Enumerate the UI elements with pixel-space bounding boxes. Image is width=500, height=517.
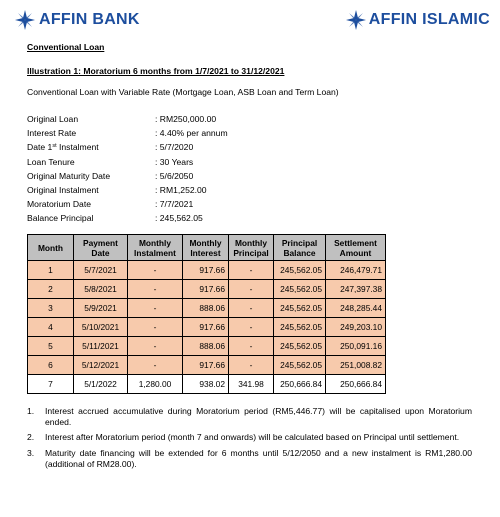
table-cell: 248,285.44	[326, 299, 386, 318]
table-cell: -	[229, 337, 274, 356]
loan-info-row	[27, 183, 228, 197]
loan-info-value: : RM1,252.00	[155, 184, 207, 195]
loan-info-row	[27, 126, 228, 140]
table-cell: 2	[28, 280, 74, 299]
table-cell: 5/11/2021	[74, 337, 128, 356]
table-cell: 245,562.05	[274, 337, 326, 356]
column-header: Monthly Interest	[183, 235, 229, 261]
column-header: Principal Balance	[274, 235, 326, 261]
table-cell: 245,562.05	[274, 261, 326, 280]
table-cell: 245,562.05	[274, 356, 326, 375]
table-cell: 6	[28, 356, 74, 375]
table-cell: 4	[28, 318, 74, 337]
note-item	[27, 432, 472, 443]
note-number: 3.	[27, 447, 35, 458]
loan-info-label: Moratorium Date	[27, 199, 91, 210]
table-cell: -	[128, 299, 183, 318]
loan-info-label: Balance Principal	[27, 213, 94, 224]
loan-info-label: Original Loan	[27, 114, 79, 124]
section-title: Conventional Loan	[27, 42, 105, 52]
loan-type-subtitle: Conventional Loan with Variable Rate (Mortgage Loan, ASB Loan and Term Loan)	[27, 87, 339, 97]
notes-list	[27, 406, 472, 474]
note-number: 1.	[27, 406, 35, 416]
table-cell: -	[229, 261, 274, 280]
bank-logo-text: AFFIN BANK	[39, 11, 140, 28]
table-cell: -	[128, 280, 183, 299]
column-header: Settlement Amount	[326, 235, 386, 261]
column-header: Monthly Instalment	[128, 235, 183, 261]
moratorium-schedule-table	[27, 234, 386, 394]
table-row	[28, 337, 386, 356]
affin-star-icon	[15, 10, 35, 30]
illustration-title: Illustration 1: Moratorium 6 months from 1/7/2021 to 31/12/2021	[27, 66, 285, 76]
table-row	[28, 280, 386, 299]
table-cell: 251,008.82	[326, 356, 386, 375]
affin-bank-logo	[15, 10, 140, 30]
note-text: Maturity date financing will be extended for 6 months until 5/12/2050 and a new instalment is RM1,280.00 (additional of RM28.00).	[45, 447, 472, 469]
table-cell: -	[128, 337, 183, 356]
table-cell: 247,397.38	[326, 280, 386, 299]
table-cell: 341.98	[229, 375, 274, 394]
table-cell: 5	[28, 337, 74, 356]
table-cell: 250,666.84	[274, 375, 326, 394]
loan-info-value: : 7/7/2021	[155, 199, 194, 210]
table-cell: 5/8/2021	[74, 280, 128, 299]
table-cell: -	[229, 299, 274, 318]
table-row	[28, 318, 386, 337]
loan-info-row	[27, 211, 228, 225]
note-text: Interest after Moratorium period (month 7 and onwards) will be calculated based on Principal until settlement.	[45, 432, 460, 443]
table-cell: -	[229, 318, 274, 337]
table-row	[28, 261, 386, 280]
loan-info-label: Original Maturity Date	[27, 170, 111, 181]
loan-info-value: : 245,562.05	[155, 213, 203, 224]
table-cell: 5/7/2021	[74, 261, 128, 280]
note-number: 2.	[27, 432, 35, 443]
loan-info-label: Loan Tenure	[27, 156, 75, 167]
note-text: Interest accrued accumulative during Moratorium period (RM5,446.77) will be capitalised upon Moratorium ended.	[45, 406, 472, 428]
table-cell: 249,203.10	[326, 318, 386, 337]
note-item	[27, 406, 472, 428]
table-cell: 5/9/2021	[74, 299, 128, 318]
table-cell: 246,479.71	[326, 261, 386, 280]
table-cell: -	[128, 356, 183, 375]
table-cell: -	[229, 280, 274, 299]
table-row	[28, 299, 386, 318]
table-cell: 5/10/2021	[74, 318, 128, 337]
table-cell: 245,562.05	[274, 318, 326, 337]
table-cell: 917.66	[183, 356, 229, 375]
table-cell: 888.06	[183, 337, 229, 356]
table-cell: 917.66	[183, 261, 229, 280]
table-cell: -	[128, 318, 183, 337]
column-header: Monthly Principal	[229, 235, 274, 261]
loan-info-value: : 4.40% per annum	[155, 128, 228, 139]
column-header: Payment Date	[74, 235, 128, 261]
loan-info-row	[27, 112, 228, 126]
table-cell: 938.02	[183, 375, 229, 394]
loan-info-row	[27, 169, 228, 183]
table-cell: 250,666.84	[326, 375, 386, 394]
table-row	[28, 375, 386, 394]
table-cell: 3	[28, 299, 74, 318]
loan-info-value: : 30 Years	[155, 156, 194, 167]
table-cell: 5/12/2021	[74, 356, 128, 375]
affin-star-icon	[346, 10, 366, 30]
table-cell: 7	[28, 375, 74, 394]
table-cell: 917.66	[183, 280, 229, 299]
note-item	[27, 448, 472, 470]
loan-info-label: Original Instalment	[27, 184, 99, 195]
table-cell: 5/1/2022	[74, 375, 128, 394]
loan-info-row	[27, 140, 228, 154]
loan-info-label: Date 1st Instalment	[27, 142, 99, 153]
loan-info-row	[27, 197, 228, 211]
loan-info-value: : RM250,000.00	[155, 114, 217, 124]
table-cell: 1,280.00	[128, 375, 183, 394]
loan-info-list	[27, 112, 228, 226]
table-cell: -	[229, 356, 274, 375]
table-cell: 245,562.05	[274, 299, 326, 318]
islamic-logo-text: AFFIN ISLAMIC	[368, 11, 490, 28]
table-cell: -	[128, 261, 183, 280]
table-cell: 917.66	[183, 318, 229, 337]
table-cell: 245,562.05	[274, 280, 326, 299]
loan-info-row	[27, 155, 228, 169]
table-cell: 888.06	[183, 299, 229, 318]
loan-info-label: Interest Rate	[27, 128, 77, 139]
table-row	[28, 356, 386, 375]
column-header: Month	[28, 235, 74, 261]
loan-info-value: : 5/6/2050	[155, 170, 194, 181]
table-header-row	[28, 235, 386, 261]
affin-islamic-logo	[346, 10, 490, 30]
table-cell: 250,091.16	[326, 337, 386, 356]
loan-info-value: : 5/7/2020	[155, 142, 194, 153]
table-cell: 1	[28, 261, 74, 280]
